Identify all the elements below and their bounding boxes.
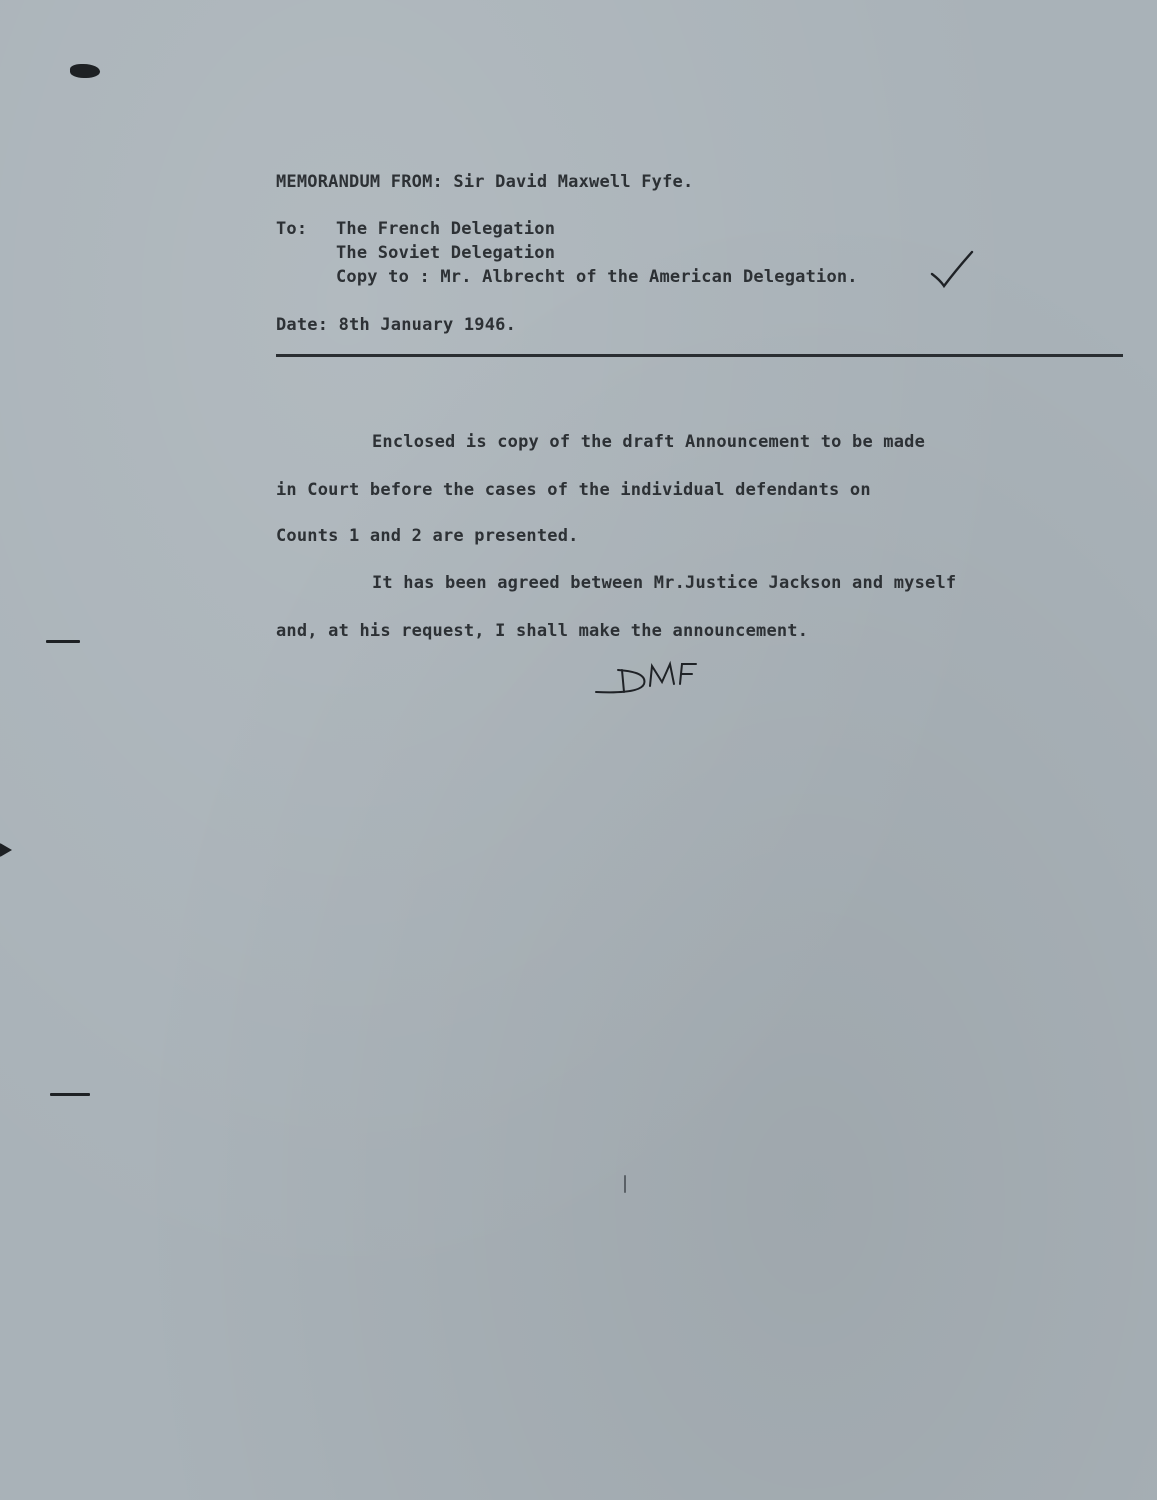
body-line-2: in Court before the cases of the individual defendants on: [276, 480, 871, 500]
body-line-4: It has been agreed between Mr.Justice Jackson and myself: [372, 573, 957, 593]
checkmark-icon: [932, 252, 972, 286]
memo-recipient-1: The French Delegation: [336, 219, 556, 239]
memo-copy-to: Copy to : Mr. Albrecht of the American Delegation.: [336, 267, 858, 287]
header-divider: [276, 354, 1123, 357]
memo-date-line: Date: 8th January 1946.: [276, 315, 517, 335]
binder-mark: [50, 1093, 90, 1096]
binder-mark: [46, 640, 80, 643]
memo-to-label: To:: [276, 219, 308, 239]
edge-notch: [0, 843, 12, 857]
initials-signature: [596, 664, 696, 692]
scan-speck: [624, 1175, 626, 1193]
body-line-5: and, at his request, I shall make the announcement.: [276, 621, 809, 641]
scan-blot: [70, 64, 100, 78]
memo-recipient-2: The Soviet Delegation: [336, 243, 556, 263]
body-line-3: Counts 1 and 2 are presented.: [276, 526, 579, 546]
body-line-1: Enclosed is copy of the draft Announcement to be made: [372, 432, 926, 452]
memo-from-line: MEMORANDUM FROM: Sir David Maxwell Fyfe.: [276, 172, 694, 192]
initials-text: [594, 655, 596, 656]
